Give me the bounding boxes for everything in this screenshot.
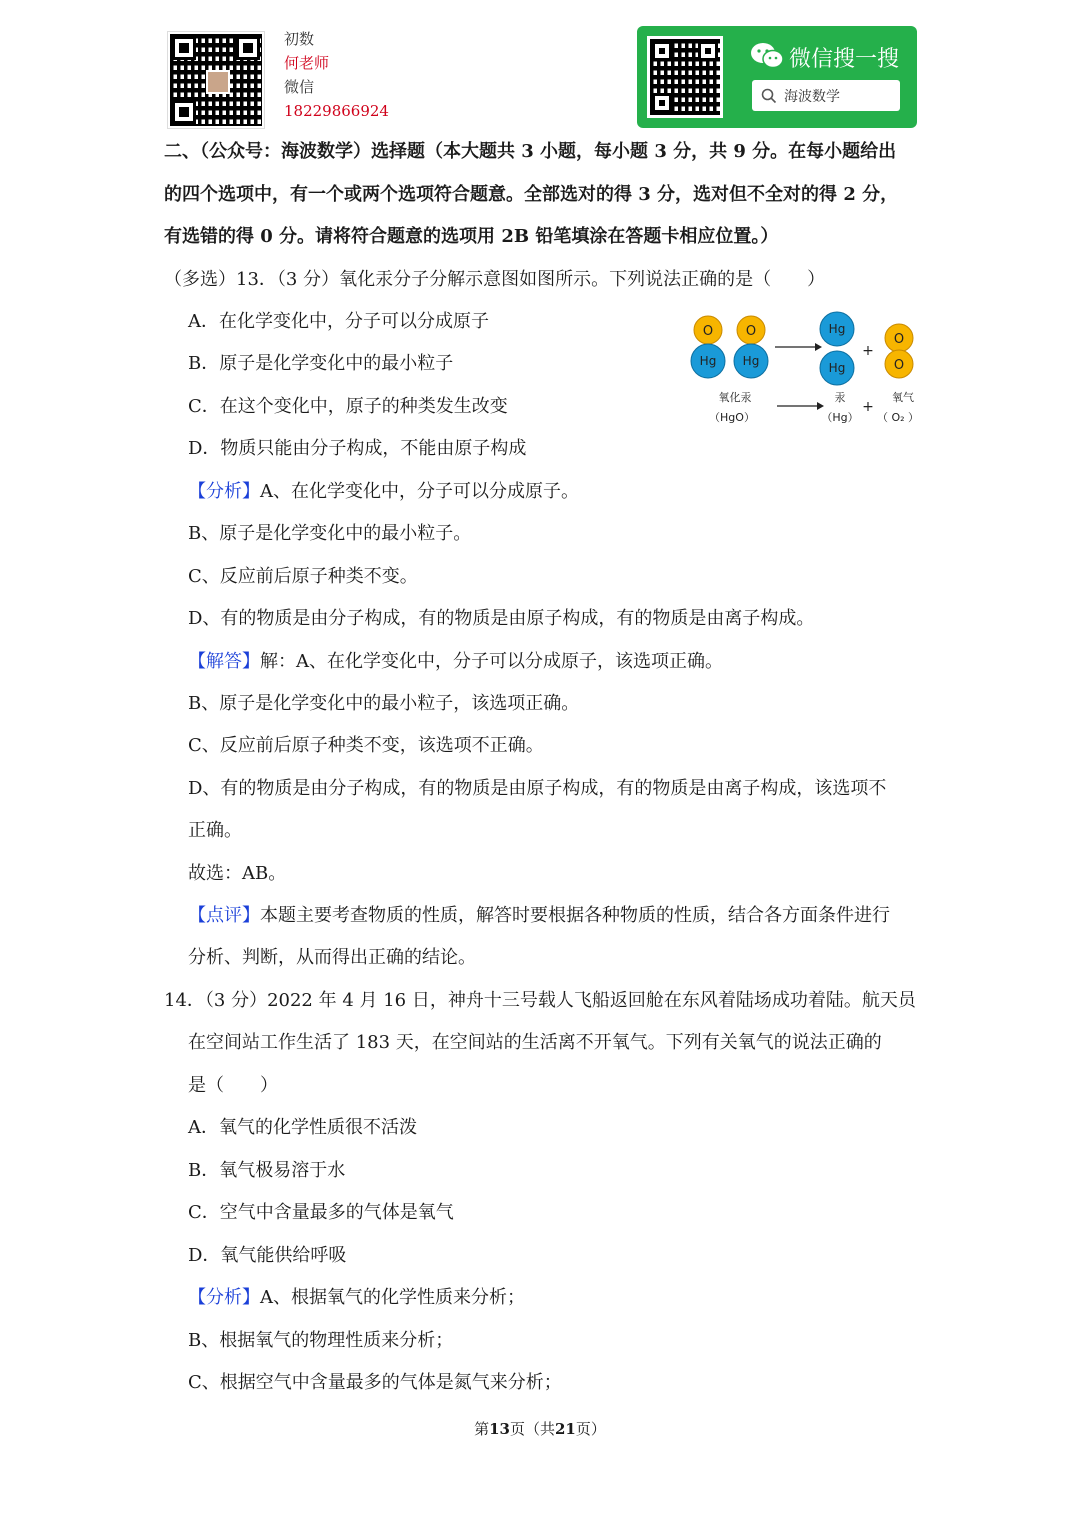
mercury-atom-label: Hg [699, 354, 717, 368]
section-instruction-line-2: 的四个选项中，有一个或两个选项符合题意。全部选对的得 3 分，选对但不全对的得 2 分， [164, 184, 899, 205]
bracket-open: 【 [188, 651, 206, 672]
reactant-name: 氧化汞 [718, 391, 752, 404]
wechat-logo-icon [750, 42, 784, 70]
q14-stem-line-1: 14．（3 分）2022 年 4 月 16 日，神舟十三号载人飞船返回舱在东风着陆场成功着陆。航天员 [164, 990, 916, 1011]
oxygen-atom-label: O [702, 324, 714, 339]
wechat-search-box[interactable] [752, 80, 900, 111]
q14-stem-line-3: 是（ ） [188, 1075, 278, 1096]
product1-name: 汞 [834, 391, 846, 404]
mercury-atom-label: Hg [828, 361, 846, 375]
q14-option-b: B．氧气极易溶于水 [188, 1160, 346, 1181]
q13-analysis-line-a [188, 480, 579, 504]
analysis-tag: 分析 [206, 481, 242, 502]
q13-analysis-line-d: D、有的物质是由分子构成，有的物质是由原子构成，有的物质是由离子构成。 [188, 608, 815, 629]
analysis-tag: 分析 [206, 1287, 242, 1308]
q14-option-a: A．氧气的化学性质很不活泼 [188, 1117, 417, 1138]
q14-analysis-line-a [188, 1286, 525, 1310]
q13-comment-line-1 [188, 904, 890, 928]
reactant-formula: （HgO） [709, 411, 755, 424]
oxygen-atom-label: O [745, 324, 757, 339]
plus-sign: + [862, 399, 874, 415]
answer-tag: 解答 [206, 651, 242, 672]
oxygen-atom-label: O [893, 332, 905, 347]
bracket-close: 】 [242, 481, 260, 502]
footer-middle: 页（共 [509, 1420, 555, 1438]
bracket-close: 】 [242, 905, 260, 926]
header-phone: 18229866924 [284, 102, 389, 120]
qr-code [168, 32, 264, 128]
q13-answer-line-d: D、有的物质是由分子构成，有的物质是由原子构成，有的物质是由离子构成，该选项不 [188, 778, 887, 799]
oxygen-atom-label: O [893, 358, 905, 373]
q13-answer-line-a [188, 650, 723, 674]
bracket-close: 】 [242, 651, 260, 672]
wechat-search-title: 微信搜一搜 [789, 47, 900, 72]
q13-analysis-line-b: B、原子是化学变化中的最小粒子。 [188, 523, 472, 544]
hgo-decomposition-diagram [680, 305, 930, 435]
q14-analysis-line-c: C、根据空气中含量最多的气体是氮气来分析； [188, 1372, 562, 1393]
mercury-atom-label: Hg [828, 322, 846, 336]
plus-sign: + [862, 343, 874, 359]
product2-formula: （ O₂ ） [876, 411, 920, 424]
product1-formula: （Hg） [821, 411, 859, 424]
wechat-qr-code [647, 36, 723, 118]
footer-suffix: 页） [575, 1420, 606, 1438]
footer-prefix: 第 [474, 1420, 490, 1438]
wechat-search-banner[interactable] [637, 26, 917, 128]
search-icon [761, 88, 777, 104]
answer-text: 解：A、在化学变化中，分子可以分成原子，该选项正确。 [260, 651, 723, 672]
q14-option-d: D．氧气能供给呼吸 [188, 1245, 347, 1266]
page-footer [0, 1418, 1080, 1440]
q13-option-a: A．在化学变化中，分子可以分成原子 [188, 311, 489, 332]
q14-option-c: C．空气中含量最多的气体是氧气 [188, 1202, 454, 1223]
product2-name: 氧气 [892, 391, 914, 404]
q13-answer-line-b: B、原子是化学变化中的最小粒子，该选项正确。 [188, 693, 580, 714]
q13-stem: （多选）13．（3 分）氧化汞分子分解示意图如图所示。下列说法正确的是（ ） [164, 269, 826, 290]
q13-option-d: D．物质只能由分子构成，不能由原子构成 [188, 438, 527, 459]
footer-total-pages: 21 [555, 1420, 576, 1438]
section-instruction-line-1: 二、（公众号：海波数学）选择题（本大题共 3 小题，每小题 3 分，共 9 分。在每小题给出 [164, 141, 897, 162]
comment-text: 本题主要考查物质的性质，解答时要根据各种物质的性质，结合各方面条件进行 [260, 905, 890, 926]
comment-tag: 点评 [206, 905, 242, 926]
bracket-open: 【 [188, 1287, 206, 1308]
q13-option-b: B．原子是化学变化中的最小粒子 [188, 353, 454, 374]
q13-answer-line-d-cont: 正确。 [188, 820, 242, 841]
q13-comment-line-2: 分析、判断，从而得出正确的结论。 [188, 947, 476, 968]
section-instruction-line-3: 有选错的得 0 分。请将符合题意的选项用 2B 铅笔填涂在答题卡相应位置。） [164, 226, 779, 247]
q14-analysis-line-b: B、根据氧气的物理性质来分析； [188, 1330, 454, 1351]
analysis-text: A、在化学变化中，分子可以分成原子。 [260, 481, 579, 502]
header-label-chushu: 初数 [284, 30, 315, 48]
wechat-search-text: 海波数学 [784, 89, 840, 105]
bracket-close: 】 [242, 1287, 260, 1308]
bracket-open: 【 [188, 481, 206, 502]
q13-answer-line-c: C、反应前后原子种类不变，该选项不正确。 [188, 735, 544, 756]
footer-page-number: 13 [489, 1420, 510, 1438]
q14-stem-line-2: 在空间站工作生活了 183 天，在空间站的生活离不开氧气。下列有关氧气的说法正确的 [188, 1032, 882, 1053]
bracket-open: 【 [188, 905, 206, 926]
q13-analysis-line-c: C、反应前后原子种类不变。 [188, 566, 418, 587]
q13-option-c: C．在这个变化中，原子的种类发生改变 [188, 396, 508, 417]
mercury-atom-label: Hg [742, 354, 760, 368]
analysis-text: A、根据氧气的化学性质来分析； [260, 1287, 525, 1308]
header-teacher: 何老师 [284, 54, 330, 72]
header-label-wechat: 微信 [284, 78, 315, 96]
q13-answer-choice: 故选：AB。 [188, 863, 287, 884]
